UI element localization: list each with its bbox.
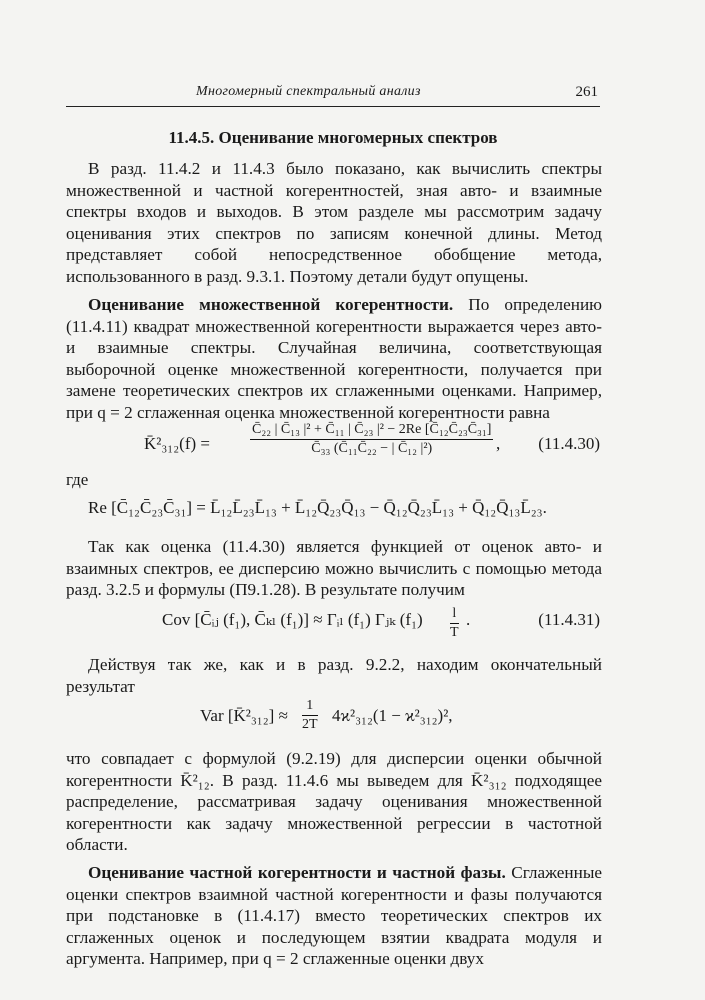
final-result-paragraph: Действуя так же, как и в разд. 9.2.2, находим окончательный результат (66, 655, 602, 696)
eq-11-4-31-fraction (450, 606, 459, 641)
eq-11-4-30-denominator: C̄₃₃ (C̄₁₁C̄₂₂ − | C̄₁₂ |²) (311, 441, 433, 456)
eq-11-4-31-frac-den: T (450, 625, 459, 640)
coincides-text-3: подходящее распределение, рассматривая задачу оценивания множественной когерентности как задачу множественной регрессии в частотной области. (66, 770, 602, 854)
partial-coherence-heading: Оценивание частной когерентности и частной фазы. (88, 863, 506, 882)
eq-11-4-30-lhs: K̄²₃₁₂(f) = (144, 434, 210, 453)
equation-11-4-30 (66, 422, 602, 468)
inline-k12: K̄²₁₂ (180, 770, 210, 790)
eq-11-4-30-numerator: C̄₂₂ | C̄₁₃ |² + C̄₁₁ | C̄₂₃ |² − 2Re [C̄₁₂C̄₂₃C̄₃₁] (250, 422, 493, 440)
coincides-paragraph (66, 748, 602, 856)
equation-re (66, 498, 602, 522)
eq-11-4-30-fraction (250, 422, 493, 457)
eq-comma: , (496, 434, 501, 453)
coincides-text-2: . В разд. 11.4.6 мы выведем для (209, 770, 463, 790)
running-title: Многомерный спектральный анализ (196, 84, 421, 99)
running-head (66, 84, 600, 107)
eq-11-4-31-label: (11.4.31) (538, 610, 600, 629)
equation-11-4-31 (66, 606, 602, 640)
eq-var-fraction (302, 698, 318, 733)
eq-var-rhs: 4ϰ²₃₁₂(1 − ϰ²₃₁₂)², (332, 706, 453, 725)
coincides-text-1: что совпадает с формулой (9.2.19) для дисперсии оценки обычной когерентности (66, 749, 602, 790)
eq-11-4-31-text: Cov [C̄ᵢⱼ (f₁), C̄ₖₗ (f₁)] ≈ Γᵢₗ (f₁) Γⱼₖ (f₁) (162, 610, 423, 629)
multiple-coherence-text: По определению (11.4.11) квадрат множественной когерентности выражается через авто- и взаимные спектры. Случайная величина, соответствующая выборочной оценке множественной когерентности, получается при замене теоретических спектров их сглаженными оценками. Например, при q = 2 сглаженная оценка множественной когерентности равна (66, 295, 603, 422)
eq-var-frac-den: 2T (302, 717, 318, 732)
partial-coherence-paragraph (66, 862, 602, 970)
equation-var (66, 698, 602, 734)
eq-11-4-30-label: (11.4.30) (538, 434, 600, 453)
partial-coherence-text: Сглаженные оценки спектров взаимной частной когерентности и фазы получаются при подстановке в (11.4.17) вместо теоретических спектров их сглаженных оценок и последующем взятии квадрата модуля и аргумента. Например, при q = 2 сглаженные оценки двух (66, 863, 602, 968)
multiple-coherence-heading: Оценивание множественной когерентности. (88, 295, 454, 314)
inline-k312: K̄²₃₁₂ (471, 770, 507, 790)
multiple-coherence-paragraph (66, 294, 602, 423)
intro-paragraph: В разд. 11.4.2 и 11.4.3 было показано, как вычислить спектры множественной и частной когерентностей, зная авто- и взаимные спектры входов и выходов. В этом разделе мы рассмотрим задачу оценивания этих спектров по записям конечной длины. Метод представляет собой непосредственное обобщение метода, использованного в разд. 9.3.1. Поэтому детали будут опущены. (66, 159, 602, 286)
variance-paragraph: Так как оценка (11.4.30) является функцией от оценок авто- и взаимных спектров, ее дисперсию можно вычислить с помощью метода разд. 3.2.5 и формулы (П9.1.28). В результате получим (66, 537, 602, 599)
eq-var-lhs: Var [K̄²₃₁₂] ≈ (200, 706, 288, 725)
eq-re-text: Re [C̄₁₂C̄₂₃C̄₃₁] = L̄₁₂L̄₂₃L̄₁₃ + L̄₁₂Q̄₂₃Q̄₁₃ − Q̄₁₂Q̄₂₃L̄₁₃ + Q̄₁₂Q̄₁₃L̄₂₃. (88, 498, 547, 517)
page-number: 261 (575, 84, 598, 100)
section-title: 11.4.5. Оценивание многомерных спектров (168, 128, 498, 147)
eq-11-4-31-tail: . (466, 610, 471, 629)
where-word: где (66, 470, 89, 489)
eq-11-4-31-frac-num: l (450, 606, 459, 624)
eq-var-frac-num: 1 (302, 698, 318, 716)
